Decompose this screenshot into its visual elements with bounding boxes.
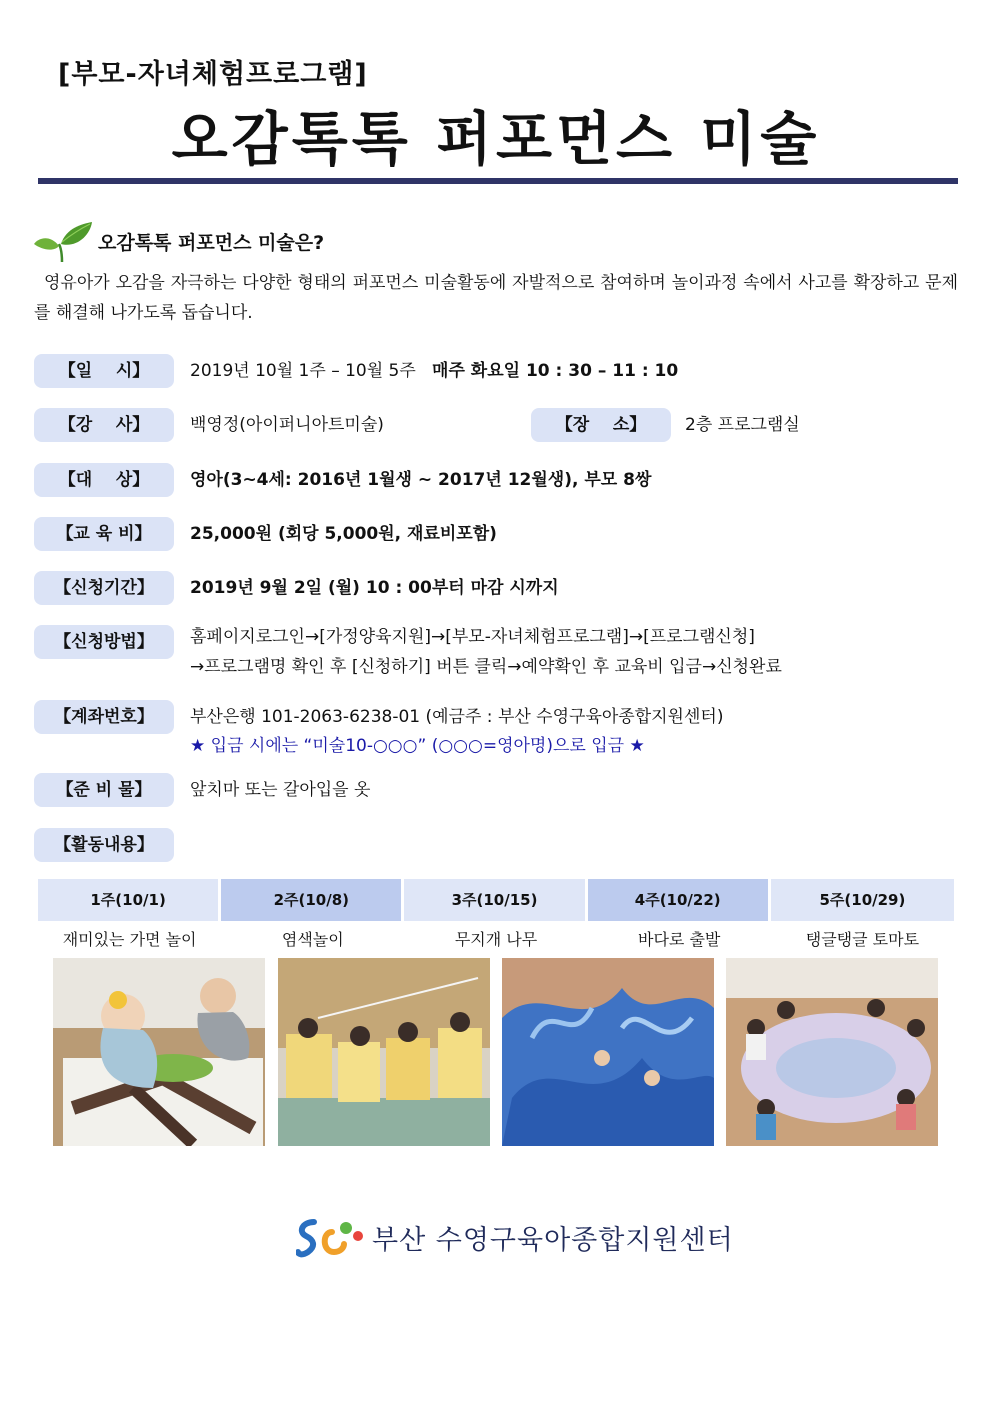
- activity-title: 염색놀이: [281, 930, 344, 949]
- activity-column: [404, 879, 587, 951]
- week-header: 4주(10/22): [588, 879, 768, 921]
- account-line1: 부산은행 101-2063-6238-01 (예금주 : 부산 수영구육아종합지원센터): [190, 707, 724, 727]
- activity-photo-rainbow-tree: [502, 958, 714, 1146]
- program-category: [부모-자녀체험프로그램]: [58, 59, 368, 90]
- account-label: 【계좌번호】: [34, 700, 174, 734]
- intro-body: 영유아가 오감을 자극하는 다양한 형태의 퍼포먼스 미술활동에 자발적으로 참여하며 놀이과정 속에서 사고를 확장하고 문제를 해결해 나가도록 돕습니다.: [34, 273, 958, 323]
- location-label: 【장 소】: [531, 408, 671, 442]
- activity-column: [221, 879, 404, 951]
- activity-title: 무지개 나무: [454, 930, 538, 949]
- week-header: 1주(10/1): [38, 879, 218, 921]
- location-value: 2층 프로그램실: [685, 415, 800, 435]
- center-name: 부산 수영구육아종합지원센터: [372, 1225, 734, 1256]
- date-value: 2019년 10월 1주 – 10월 5주: [190, 361, 416, 381]
- activity-column: [588, 879, 771, 951]
- date-label: 【일 시】: [34, 354, 174, 388]
- method-line2: →프로그램명 확인 후 [신청하기] 버튼 클릭→예약확인 후 교육비 입금→신청완료: [190, 657, 782, 677]
- period-value: 2019년 9월 2일 (월) 10 : 00부터 마감 시까지: [190, 578, 559, 598]
- activity-title: 바다로 출발: [638, 930, 721, 949]
- activity-photo-mask-play: [53, 958, 265, 1146]
- activity-photo-dyeing: [278, 958, 490, 1146]
- activity-label: 【활동내용】: [34, 828, 174, 862]
- activity-table: [38, 879, 954, 951]
- intro-heading: 오감톡톡 퍼포먼스 미술은?: [98, 232, 325, 254]
- title-divider: [38, 178, 958, 184]
- instructor-label: 【강 사】: [34, 408, 174, 442]
- method-line1: 홈페이지로그인→[가정양육지원]→[부모-자녀체험프로그램]→[프로그램신청]: [190, 627, 755, 647]
- date-row: [190, 356, 678, 386]
- deposit-notice: ★ 입금 시에는 “미술10-○○○” (○○○=영아명)으로 입금 ★: [190, 736, 645, 756]
- method-label: 【신청방법】: [34, 625, 174, 659]
- activity-title: 재미있는 가면 놀이: [62, 930, 197, 949]
- activity-column: [38, 879, 221, 951]
- period-label: 【신청기간】: [34, 571, 174, 605]
- target-value: 영아(3~4세: 2016년 1월생 ~ 2017년 12월생), 부모 8쌍: [190, 470, 652, 490]
- activity-column: [771, 879, 954, 951]
- instructor-value: 백영정(아이퍼니아트미술): [190, 415, 384, 435]
- fee-value: 25,000원 (회당 5,000원, 재료비포함): [190, 524, 497, 544]
- supplies-label: 【준 비 물】: [34, 773, 174, 807]
- sprout-icon: [32, 220, 94, 264]
- target-label: 【대 상】: [34, 463, 174, 497]
- week-header: 2주(10/8): [221, 879, 401, 921]
- week-header: 3주(10/15): [404, 879, 584, 921]
- supplies-value: 앞치마 또는 갈아입을 옷: [190, 780, 371, 800]
- activity-title: 탱글탱글 토마토: [805, 930, 920, 949]
- center-logo-icon: [296, 1214, 366, 1258]
- page-title: 오감톡톡 퍼포먼스 미술: [171, 105, 821, 173]
- activity-photo-tomato: [726, 958, 938, 1146]
- fee-label: 【교 육 비】: [34, 517, 174, 551]
- date-schedule: 매주 화요일 10 : 30 – 11 : 10: [432, 361, 679, 381]
- week-header: 5주(10/29): [771, 879, 954, 921]
